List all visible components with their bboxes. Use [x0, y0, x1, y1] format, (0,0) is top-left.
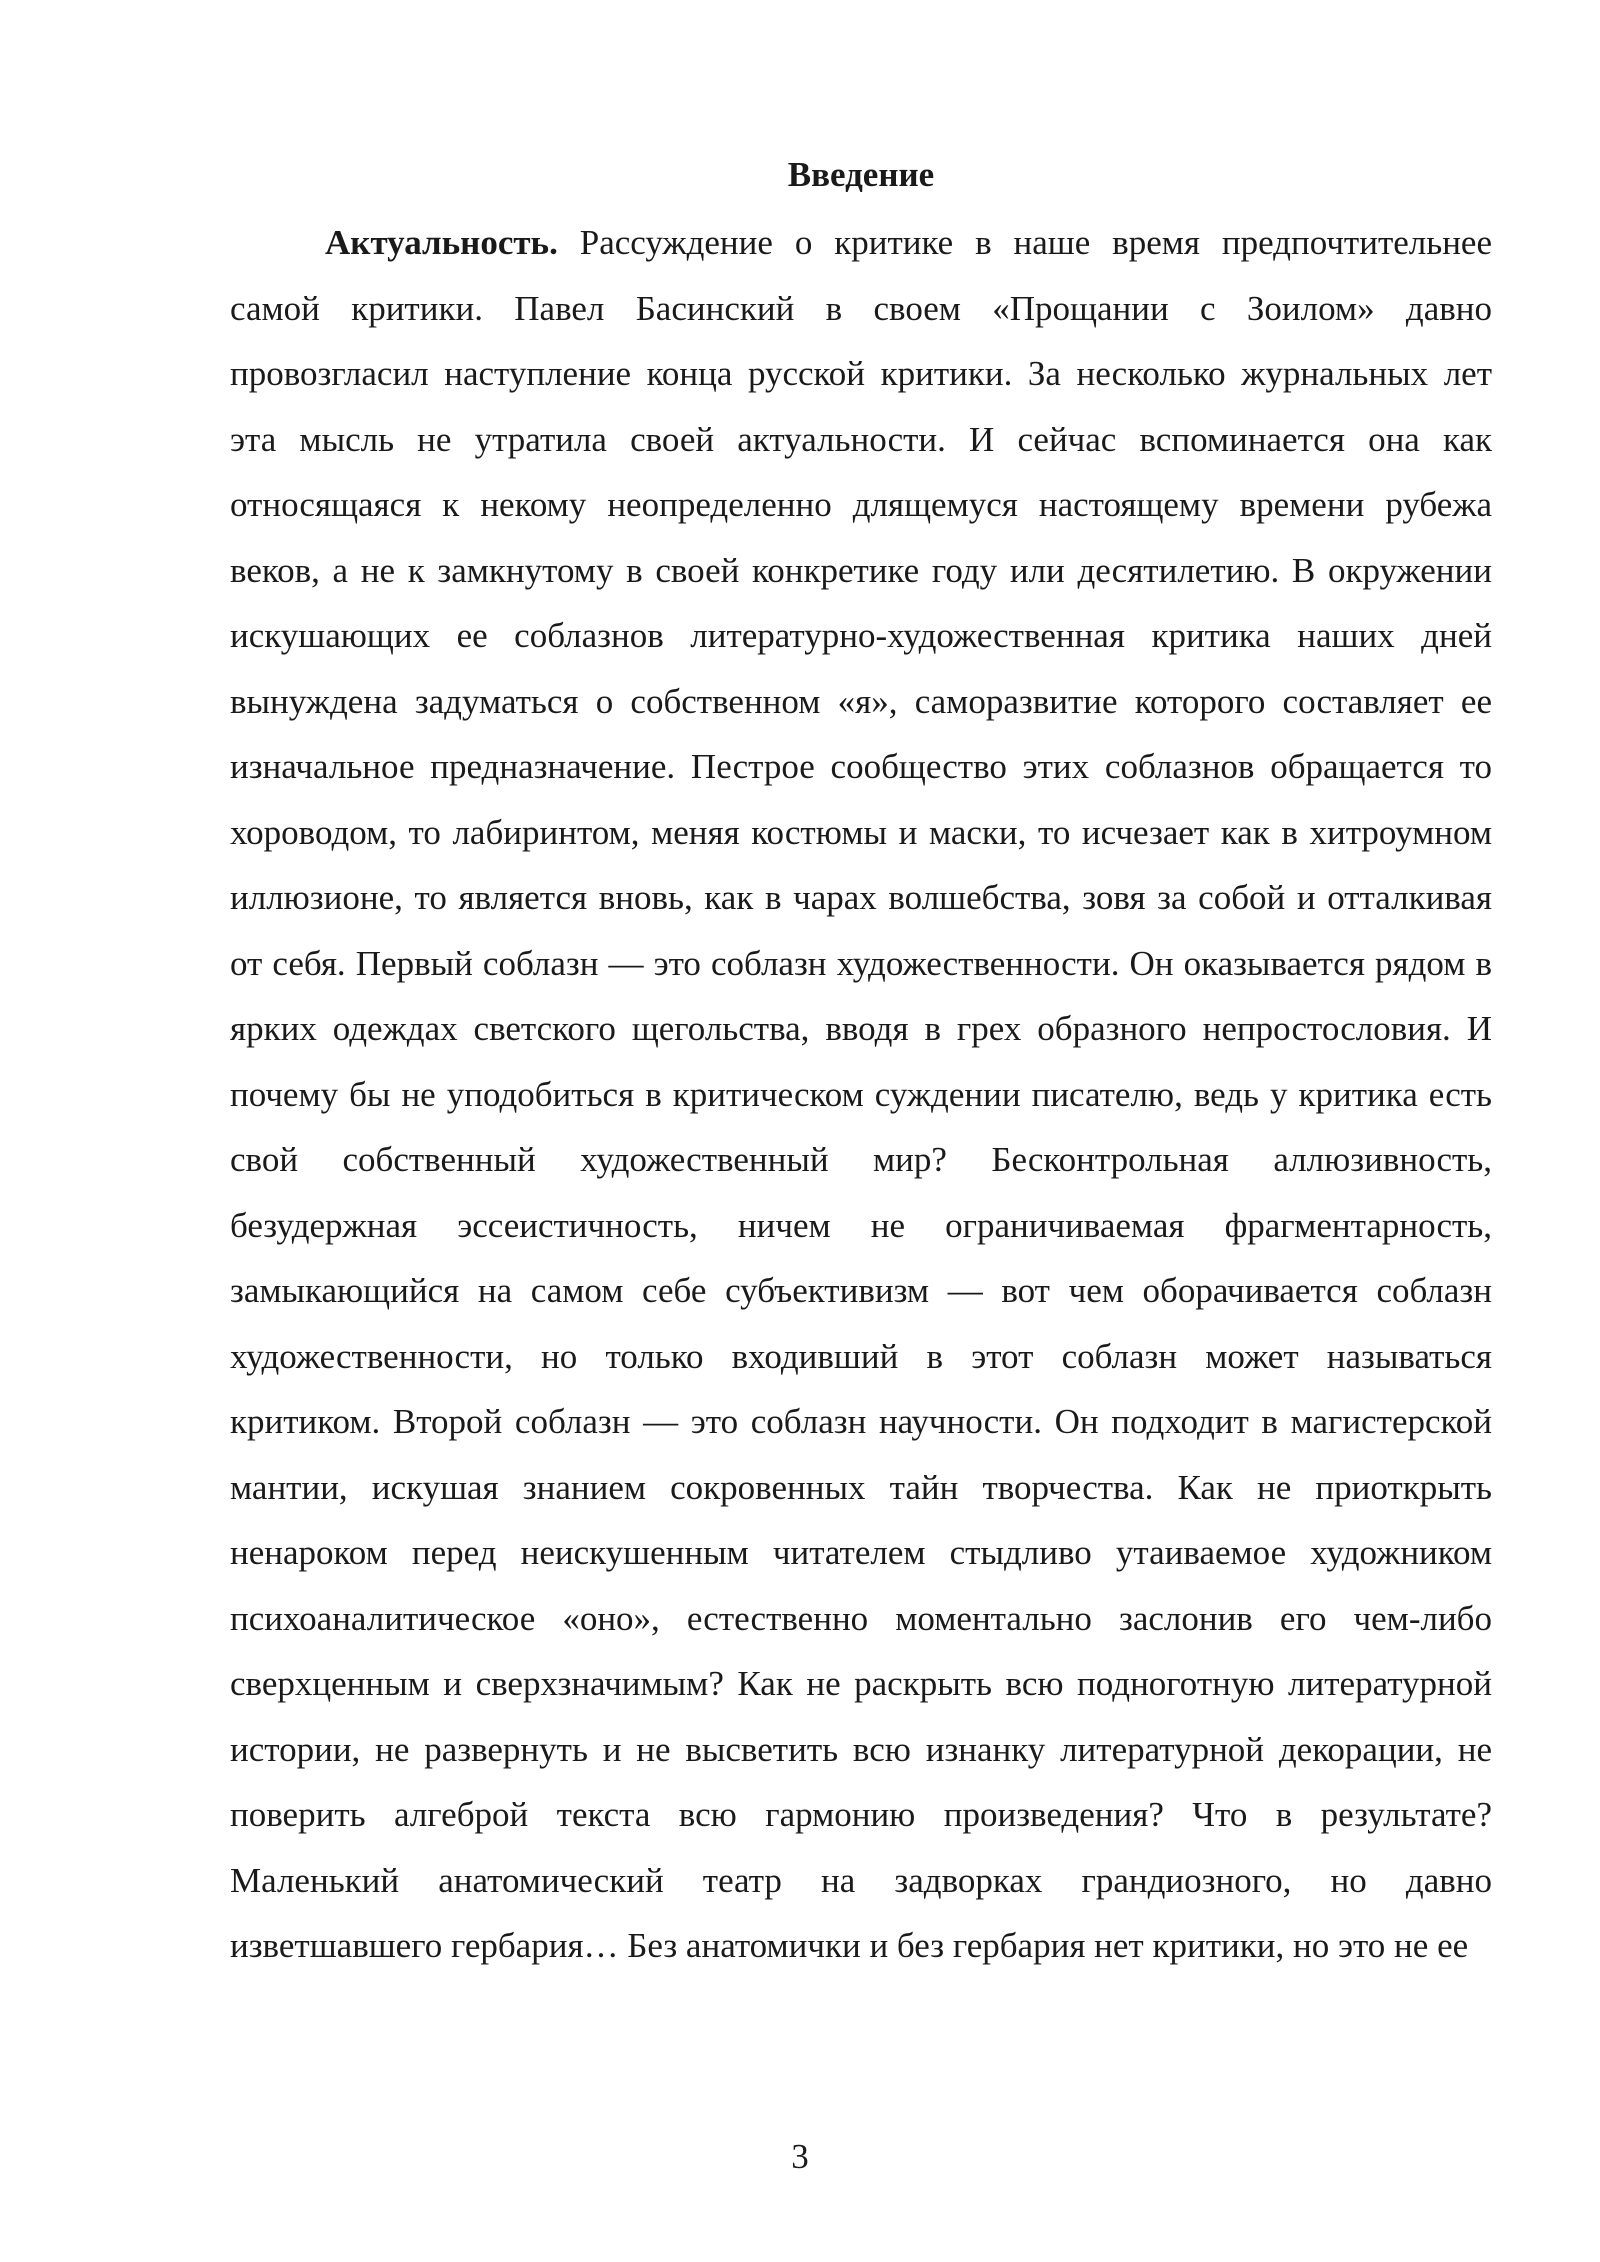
- body-paragraph: [230, 210, 1492, 1979]
- paragraph-text: Рассуждение о критике в наше время предпочтительнее самой критики. Павел Басинский в своем «Прощании с Зоилом» давно провозгласил наступление конца русской критики. За несколько журнальных лет эта мысль не утратила своей актуальности. И сейчас вспоминается она как относящаяся к некому неопределенно длящемуся настоящему времени рубежа веков, а не к замкнутому в своей конкретике году или десятилетию. В окружении искушающих ее соблазнов литературно-художественная критика наших дней вынуждена задуматься о собственном «я», саморазвитие которого составляет ее изначальное предназначение. Пестрое сообщество этих соблазнов обращается то хороводом, то лабиринтом, меняя костюмы и маски, то исчезает как в хитроумном иллюзионе, то является вновь, как в чарах волшебства, зовя за собой и отталкивая от себя. Первый соблазн — это соблазн художественности. Он оказывается рядом в ярких одеждах светского щегольства, вводя в грех образного непростословия. И почему бы не уподобиться в критическом суждении писателю, ведь у критика есть свой собственный художественный мир? Бесконтрольная аллюзивность, безудержная эссеистичность, ничем не ограничиваемая фрагментарность, замыкающийся на самом себе субъективизм — вот чем оборачивается соблазн художественности, но только входивший в этот соблазн может называться критиком. Второй соблазн — это соблазн научности. Он подходит в магистерской мантии, искушая знанием сокровенных тайн творчества. Как не приоткрыть ненароком перед неискушенным читателем стыдливо утаиваемое художником психоаналитическое «оно», естественно моментально заслонив его чем-либо сверхценным и сверхзначимым? Как не раскрыть всю подноготную литературной истории, не развернуть и не высветить всю изнанку литературной декорации, не поверить алгеброй текста всю гармонию произведения? Что в результате? Маленький анатомический театр на задворках грандиозного, но давно изветшавшего гербария… Без анатомички и без гербария нет критики, но это не ее: [230, 223, 1493, 1965]
- paragraph-lead: Актуальность.: [325, 223, 558, 262]
- page-number: 3: [791, 2137, 809, 2176]
- section-heading: Введение: [787, 155, 935, 194]
